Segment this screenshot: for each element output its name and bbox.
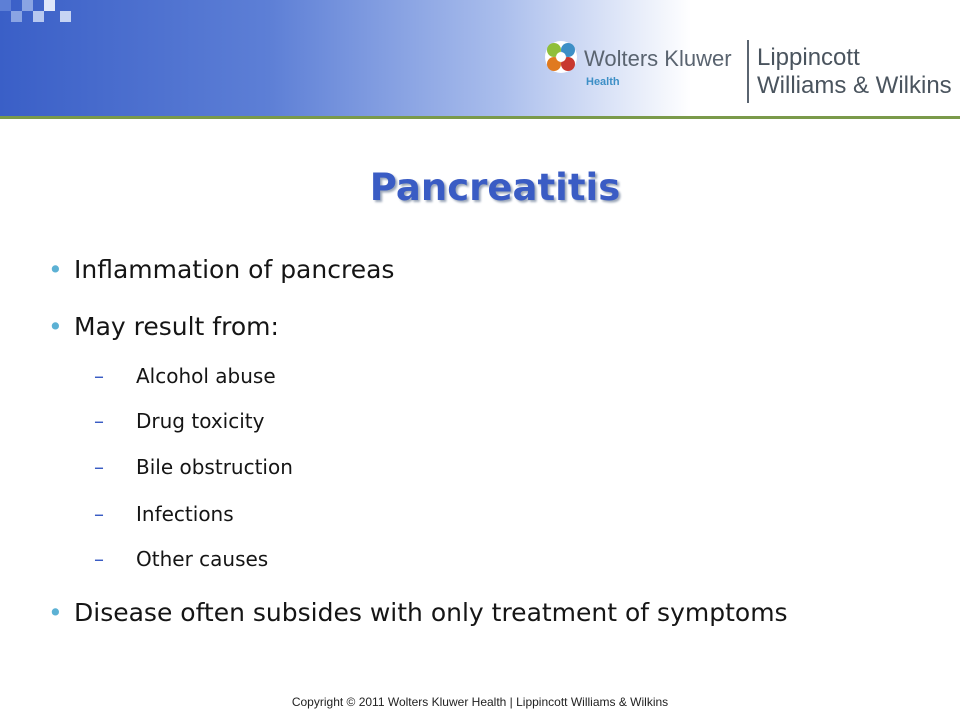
bullet-dot-icon: • <box>48 598 63 627</box>
bullet-dot-icon: • <box>48 255 63 284</box>
wolters-kluwer-globe-icon <box>544 40 578 74</box>
logo-divider <box>747 40 749 103</box>
sub-bullet-text: Other causes <box>136 547 269 571</box>
sub-bullet-text: Drug toxicity <box>136 409 265 433</box>
dash-icon: – <box>94 409 104 433</box>
copyright-footer: Copyright © 2011 Wolters Kluwer Health | Lippincott Williams & Wilkins <box>291 695 669 709</box>
logo-company-name: Wolters Kluwer <box>584 46 732 71</box>
wolters-kluwer-logo <box>544 40 954 106</box>
dash-icon: – <box>94 547 104 571</box>
sub-bullet-text: Infections <box>136 502 234 526</box>
dash-icon: – <box>94 455 104 479</box>
logo-publisher-line2: Williams & Wilkins <box>757 72 952 99</box>
logo-division-name: Health <box>586 76 620 88</box>
header-rule <box>0 116 960 119</box>
slide-title: Pancreatitis <box>369 166 621 209</box>
sub-bullet-text: Bile obstruction <box>136 455 293 479</box>
bullet-text: Inflammation of pancreas <box>74 255 395 284</box>
dash-icon: – <box>94 364 104 388</box>
bullet-text: Disease often subsides with only treatment of symptoms <box>74 598 788 627</box>
bullet-text: May result from: <box>74 312 279 341</box>
sub-bullet-text: Alcohol abuse <box>136 364 276 388</box>
header-checker-pattern <box>0 0 960 22</box>
logo-publisher-line1: Lippincott <box>757 44 860 71</box>
bullet-dot-icon: • <box>48 312 63 341</box>
dash-icon: – <box>94 502 104 526</box>
